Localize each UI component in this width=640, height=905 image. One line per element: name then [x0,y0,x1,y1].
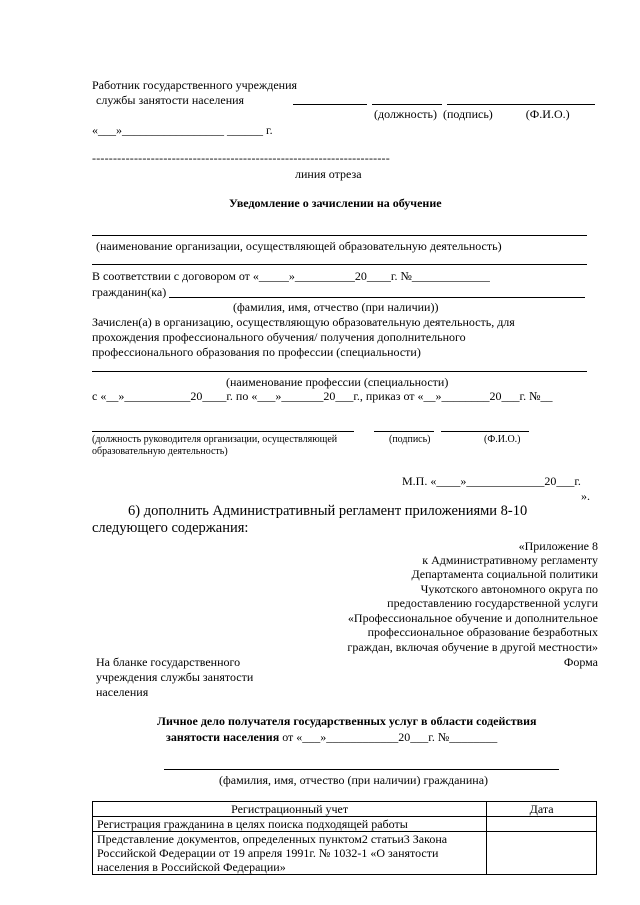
registration-table [92,801,597,875]
head-sign-caption: (подпись) [389,434,431,445]
enrolled-text-2: прохождения профессионального обучения/ получения дополнительного [92,330,466,344]
blank-line3: населения [96,685,149,699]
table-cell-line: Представление документов, определенных пунктом2 статьи3 Закона [97,832,448,846]
head-caption-1: (должность руководителя организации, осуществляющей [92,434,338,445]
citizen-line [169,297,585,298]
org-line [92,235,587,236]
citizen-label: гражданин(ка) [92,285,167,299]
table-cell: Регистрация гражданина в целях поиска подходящей работы [93,817,487,832]
amendment-line1: 6) дополнить Административный регламент приложениями 8-10 [128,503,528,519]
head-position-line [92,431,354,432]
stamp-line: М.П. «____»_____________20___г. [402,474,581,488]
table-cell-line: Российской Федерации от 19 апреля 1991г. № 1032-1 «О занятости [97,846,439,860]
header-date: Дата [487,802,597,817]
position-line [293,104,367,105]
cut-label: линия отреза [295,167,362,181]
org-caption: (наименование организации, осуществляющей образовательную деятельность) [96,239,502,253]
personal-file-fio-line [164,769,559,770]
profession-line [92,371,587,372]
org-line-2 [92,264,587,265]
employee-title-line1: Работник государственного учреждения [92,78,298,92]
table-cell-date [487,817,597,832]
table-row [93,817,597,832]
personal-file-title-2 [166,730,497,744]
notice-title: Уведомление о зачислении на обучение [229,196,442,210]
head-signature-line [374,431,434,432]
appendix-line4: Чукотского автономного округа по [420,582,598,596]
appendix-line5: предоставлению государственной услуги [387,596,598,610]
signature-captions: (должность) (подпись) (Ф.И.О.) [374,107,570,121]
head-fio-caption: (Ф.И.О.) [484,434,521,445]
table-header-row [93,802,597,817]
header-registration: Регистрационный учет [93,802,487,817]
personal-file-fio-caption: (фамилия, имя, отчество (при наличии) гражданина) [219,773,489,787]
personal-file-title-2-rest: от «___»____________20___г. №________ [279,730,498,744]
personal-file-title-1: Личное дело получателя государственных услуг в области содействия [157,714,537,728]
head-caption-2: образовательную деятельность) [92,446,228,457]
stamp-end: ». [581,489,590,503]
citizen-fio-caption: (фамилия, имя, отчество (при наличии)) [233,300,439,314]
amendment-line2: следующего содержания: [92,520,249,536]
appendix-line8: граждан, включая обучение в другой местности» [347,640,598,654]
table-cell-date [487,832,597,875]
appendix-line6: «Профессиональное обучение и дополнительное [347,611,598,625]
personal-file-title-2-bold: занятости населения [166,730,280,744]
table-row [93,832,597,875]
fio-line [447,104,595,105]
signature-line [372,104,442,105]
table-cell [93,832,487,875]
cut-dashes: ----------------------------------------------------------------------- [92,151,390,165]
appendix-line3: Департамента социальной политики [411,567,598,581]
table-cell-line: населения в Российской Федерации» [97,860,286,874]
header-date-line: «___»_________________ ______ г. [92,123,273,137]
contract-line: В соответствии с договором от «_____»__________20____г. №_____________ [92,269,490,283]
appendix-line7: профессиональное образование безработных [367,625,598,639]
appendix-line2: к Административному регламенту [422,553,598,567]
appendix-line1: «Приложение 8 [518,539,598,553]
enrolled-text-3: профессионального образования по профессии (специальности) [92,345,421,359]
period-line: с «__»___________20____г. по «___»_______20___г., приказ от «__»________20___г. №__ [92,389,553,403]
blank-line2: учреждения службы занятости [96,670,254,684]
profession-caption: (наименование профессии (специальности) [226,375,449,389]
employee-title-line2: службы занятости населения [96,93,245,107]
form-label: Форма [563,655,598,669]
blank-line1: На бланке государственного [96,655,241,669]
head-fio-line [441,431,529,432]
enrolled-text-1: Зачислен(а) в организацию, осуществляющую образовательную деятельность, для [92,315,515,329]
